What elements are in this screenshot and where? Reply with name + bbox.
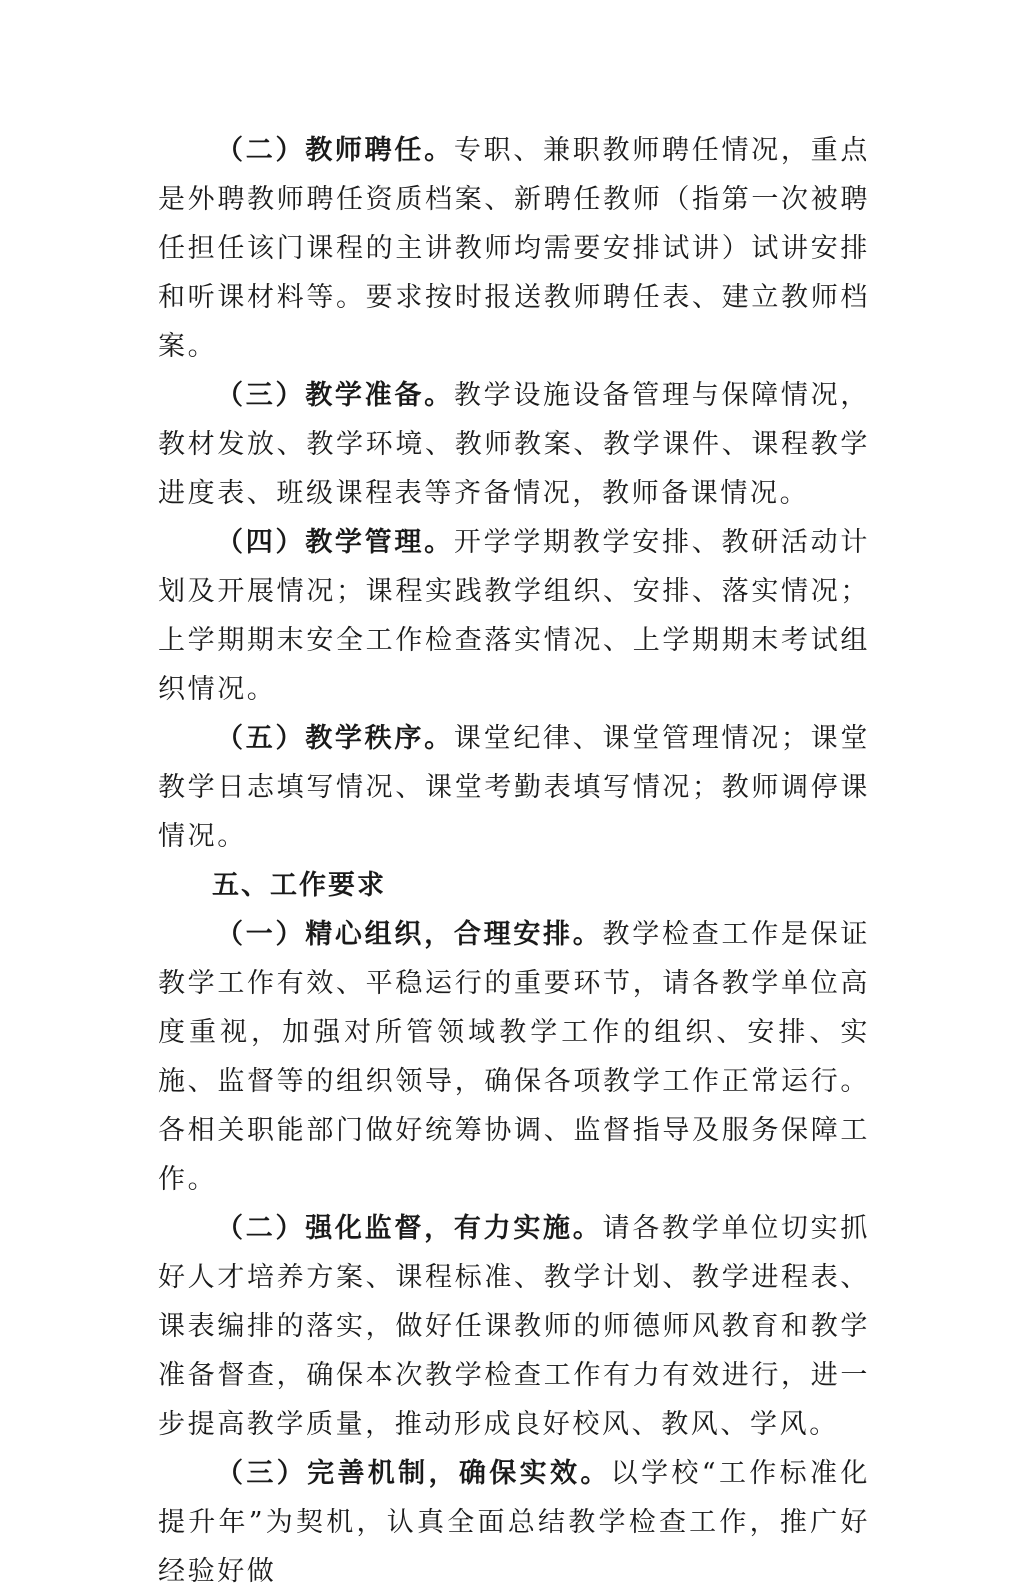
paragraph-lead: （五）教学秩序。: [216, 723, 454, 754]
paragraph-teaching-order: [158, 714, 870, 861]
paragraph-lead: （二）强化监督，有力实施。: [216, 1213, 603, 1244]
paragraph-text: 开学学期教学安排、教研活动计划及开展情况；课程实践教学组织、安排、落实情况；上学期期末安全工作检查落实情况、上学期期末考试组织情况。: [158, 527, 870, 705]
paragraph-careful-organization: [158, 910, 870, 1204]
paragraph-teaching-management: [158, 518, 870, 714]
paragraph-text: 教学检查工作是保证教学工作有效、平稳运行的重要环节，请各教学单位高度重视，加强对所管领域教学工作的组织、安排、实施、监督等的组织领导，确保各项教学工作正常运行。各相关职能部门做好统筹协调、监督指导及服务保障工作。: [158, 919, 870, 1195]
paragraph-teaching-preparation: [158, 371, 870, 518]
paragraph-lead: （四）教学管理。: [216, 527, 454, 558]
paragraph-text: 课堂纪律、课堂管理情况；课堂教学日志填写情况、课堂考勤表填写情况；教师调停课情况。: [158, 723, 870, 852]
paragraph-strengthen-supervision: [158, 1204, 870, 1449]
paragraph-text: 专职、兼职教师聘任情况，重点是外聘教师聘任资质档案、新聘任教师（指第一次被聘任担任该门课程的主讲教师均需要安排试讲）试讲安排和听课材料等。要求按时报送教师聘任表、建立教师档案。: [158, 135, 870, 362]
paragraph-lead: （三）教学准备。: [216, 380, 454, 411]
paragraph-text: 请各教学单位切实抓好人才培养方案、课程标准、教学计划、教学进程表、课表编排的落实，做好任课教师的师德师风教育和教学准备督查，确保本次教学检查工作有力有效进行，进一步提高教学质量，推动形成良好校风、教风、学风。: [158, 1213, 870, 1440]
document-body: [158, 126, 870, 1596]
paragraph-text: 教学设施设备管理与保障情况，教材发放、教学环境、教师教案、教学课件、课程教学进度表、班级课程表等齐备情况，教师备课情况。: [158, 380, 870, 509]
paragraph-lead: （三）完善机制，确保实效。: [216, 1458, 611, 1489]
paragraph-lead: （二）教师聘任。: [216, 135, 454, 166]
paragraph-text: 以学校“工作标准化提升年”为契机，认真全面总结教学检查工作，推广好经验好做: [158, 1458, 870, 1587]
section-heading-work-requirements: 五、工作要求: [212, 870, 386, 901]
paragraph-teacher-hiring: [158, 126, 870, 371]
paragraph-improve-mechanism: [158, 1449, 870, 1596]
paragraph-lead: （一）精心组织，合理安排。: [216, 919, 603, 950]
